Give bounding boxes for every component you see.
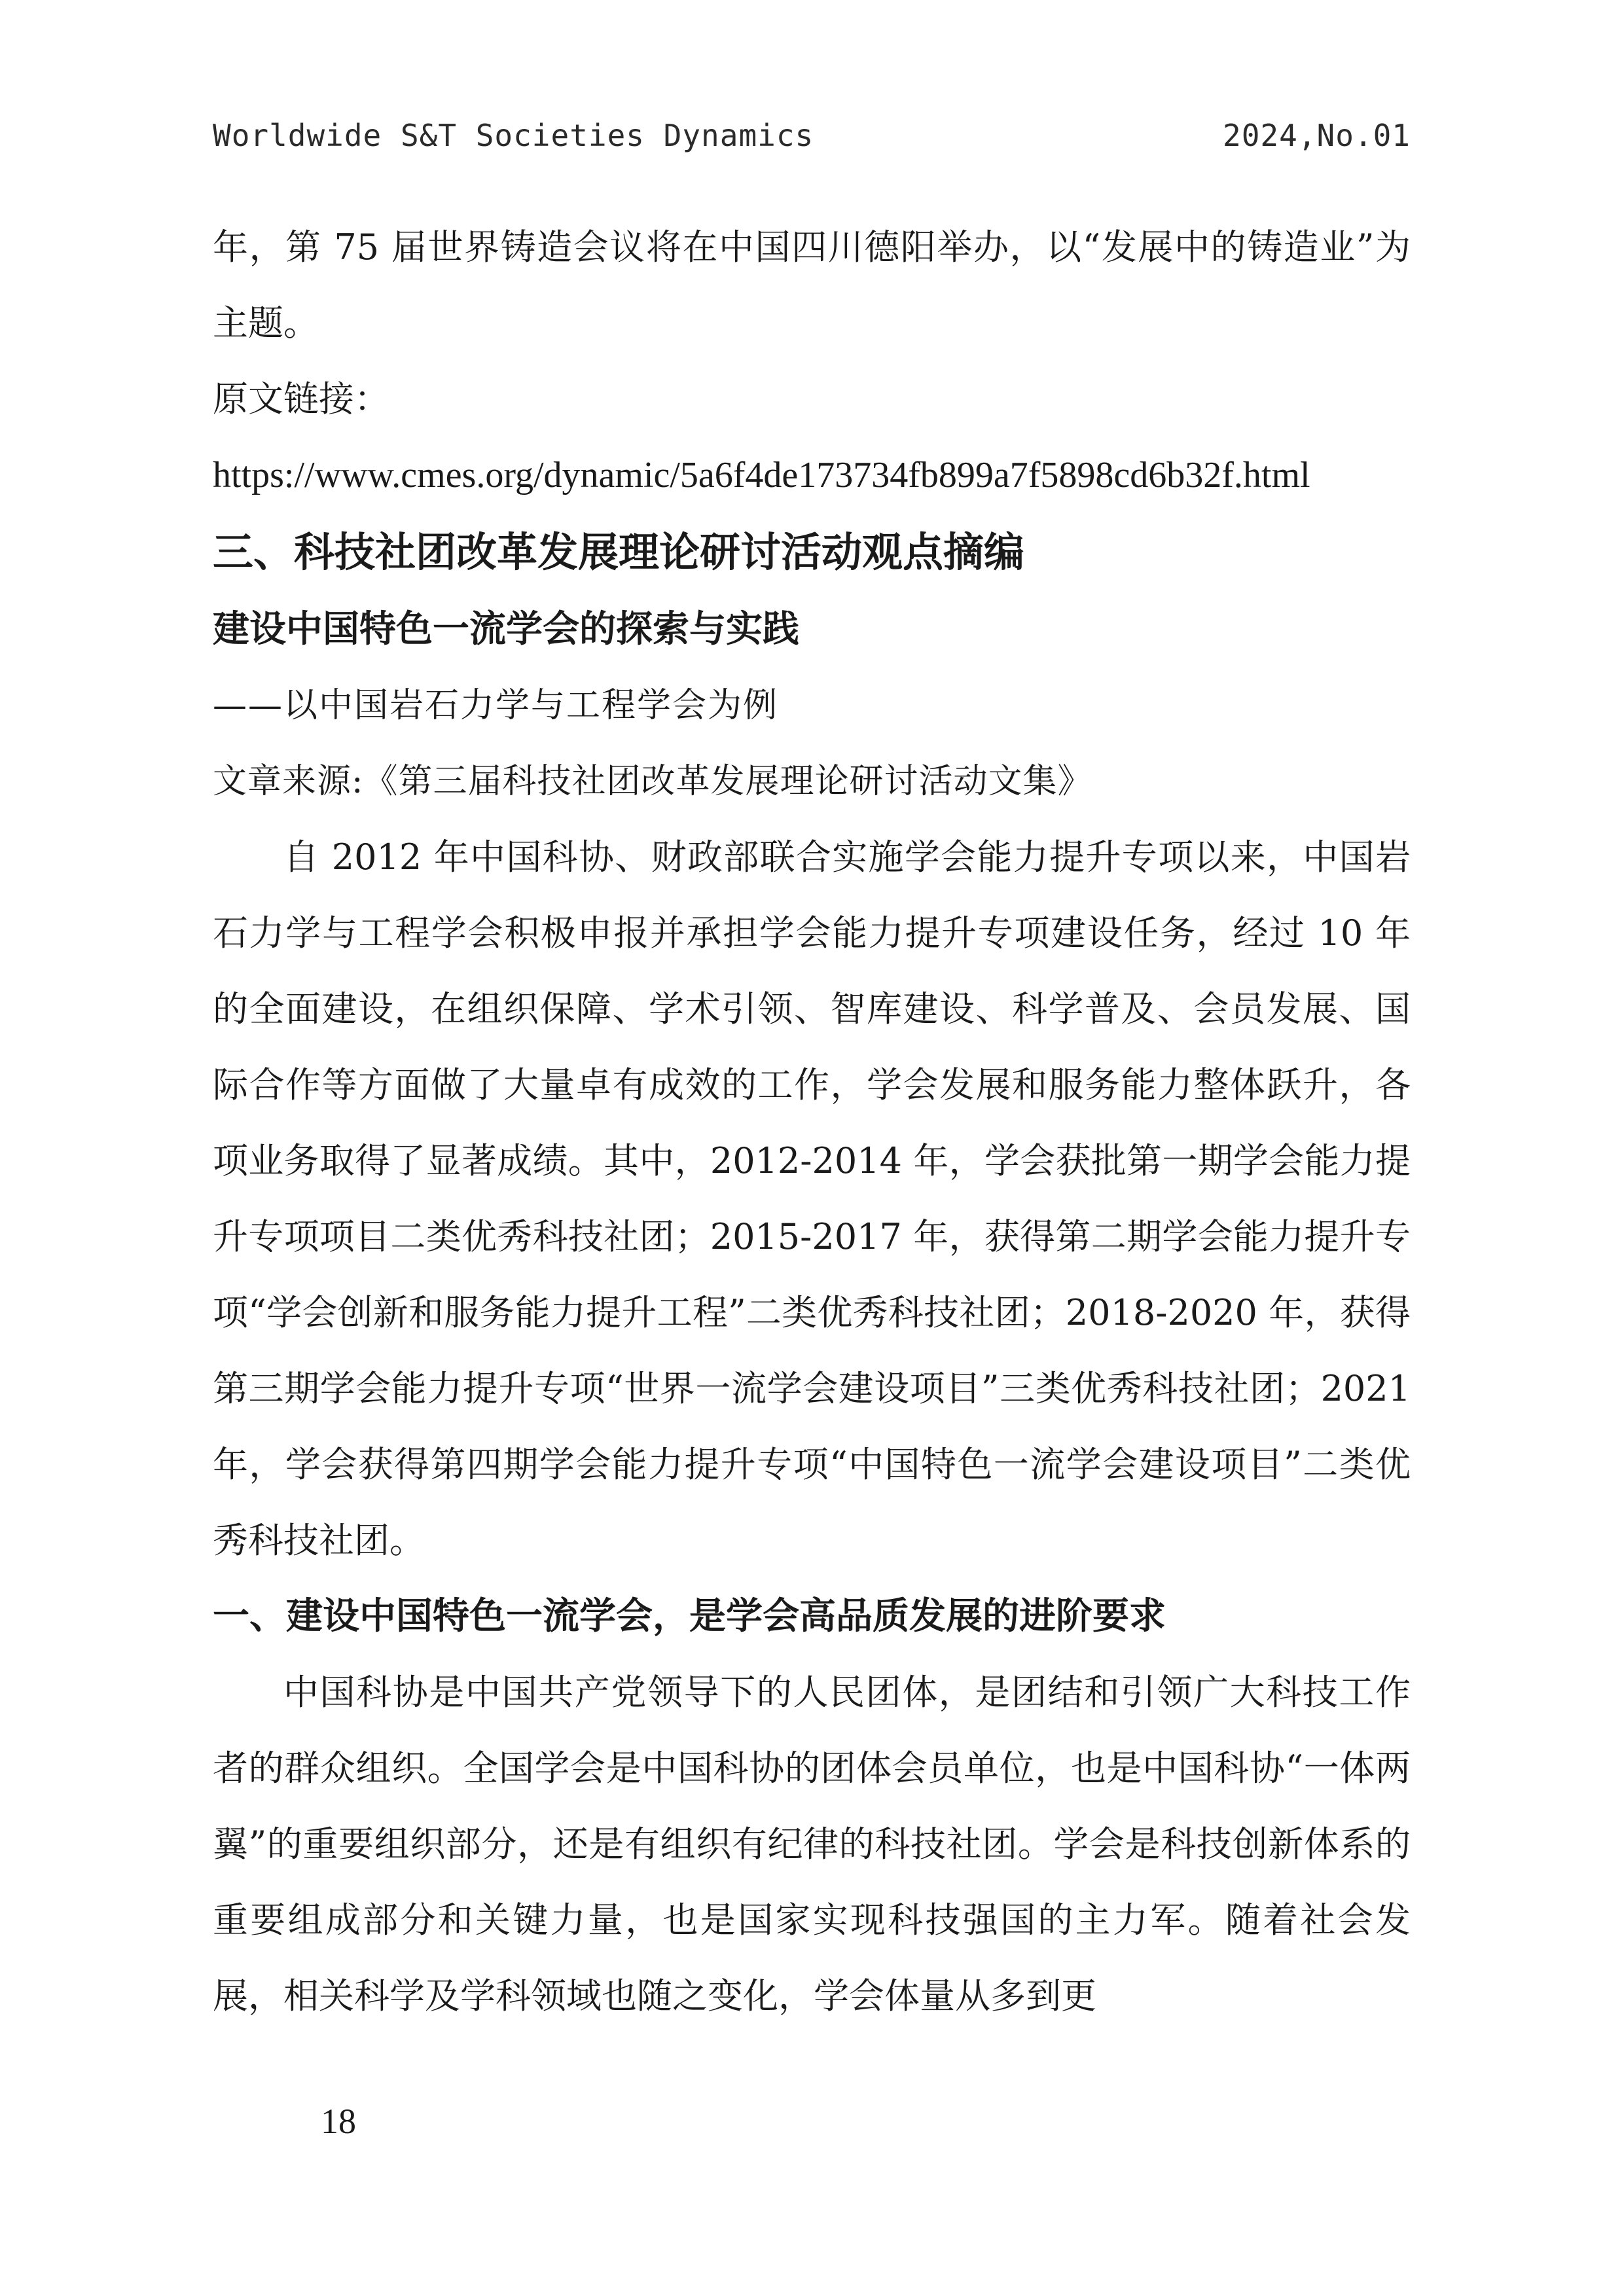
subsection-heading: 一、建设中国特色一流学会，是学会高品质发展的进阶要求 [213,1595,1166,1638]
link-label: 原文链接： [213,378,389,420]
article-subtitle: ——以中国岩石力学与工程学会为例 [213,686,779,725]
page-number: 18 [321,2102,356,2141]
paragraph-continued: 年，第 75 届世界铸造会议将在中国四川德阳举办，以“发展中的铸造业”为主题。 [213,226,1411,344]
body-paragraph: 中国科协是中国共产党领导下的人民团体，是团结和引领广大科技工作者的群众组织。全国学会是中国科协的团体会员单位，也是中国科协“一体两翼”的重要组织部分，还是有组织有纪律的科技社团。学会是科技创新体系的重要组成部分和关键力量，也是国家实现科技强国的主力军。随着社会发展，相关科学及学科领域也随之变化，学会体量从多到更 [213,1672,1411,2017]
article-title: 建设中国特色一流学会的探索与实践 [213,608,799,651]
issue-number: 2024,No.01 [1223,118,1411,153]
source-link[interactable]: https://www.cmes.org/dynamic/5a6f4de173734fb899a7f5898cd6b32f.html [213,455,1310,495]
running-header [213,118,1411,164]
section-title: 三、科技社团改革发展理论研讨活动观点摘编 [213,528,1025,576]
page-body [213,209,1411,2034]
article-source: 文章来源:《第三届科技社团改革发展理论研讨活动文集》 [213,762,1092,801]
journal-title: Worldwide S&T Societies Dynamics [213,118,814,153]
intro-paragraph: 自 2012 年中国科协、财政部联合实施学会能力提升专项以来，中国岩石力学与工程学会积极申报并承担学会能力提升专项建设任务，经过 10 年的全面建设，在组织保障、学术引领、智库建设、科学普及、会员发展、国际合作等方面做了大量卓有成效的工作，学会发展和服务能力整体跃升，各项业务取得了显著成绩。其中，2012-2014 年，学会获批第一期学会能力提升专项项目二类优秀科技社团；2015-2017 年，获得第二期学会能力提升专项“学会创新和服务能力提升工程”二类优秀科技社团；2018-2020 年，获得第三期学会能力提升专项“世界一流学会建设项目”三类优秀科技社团；2021 年，学会获得第四期学会能力提升专项“中国特色一流学会建设项目”二类优秀科技社团。 [213,836,1411,1561]
